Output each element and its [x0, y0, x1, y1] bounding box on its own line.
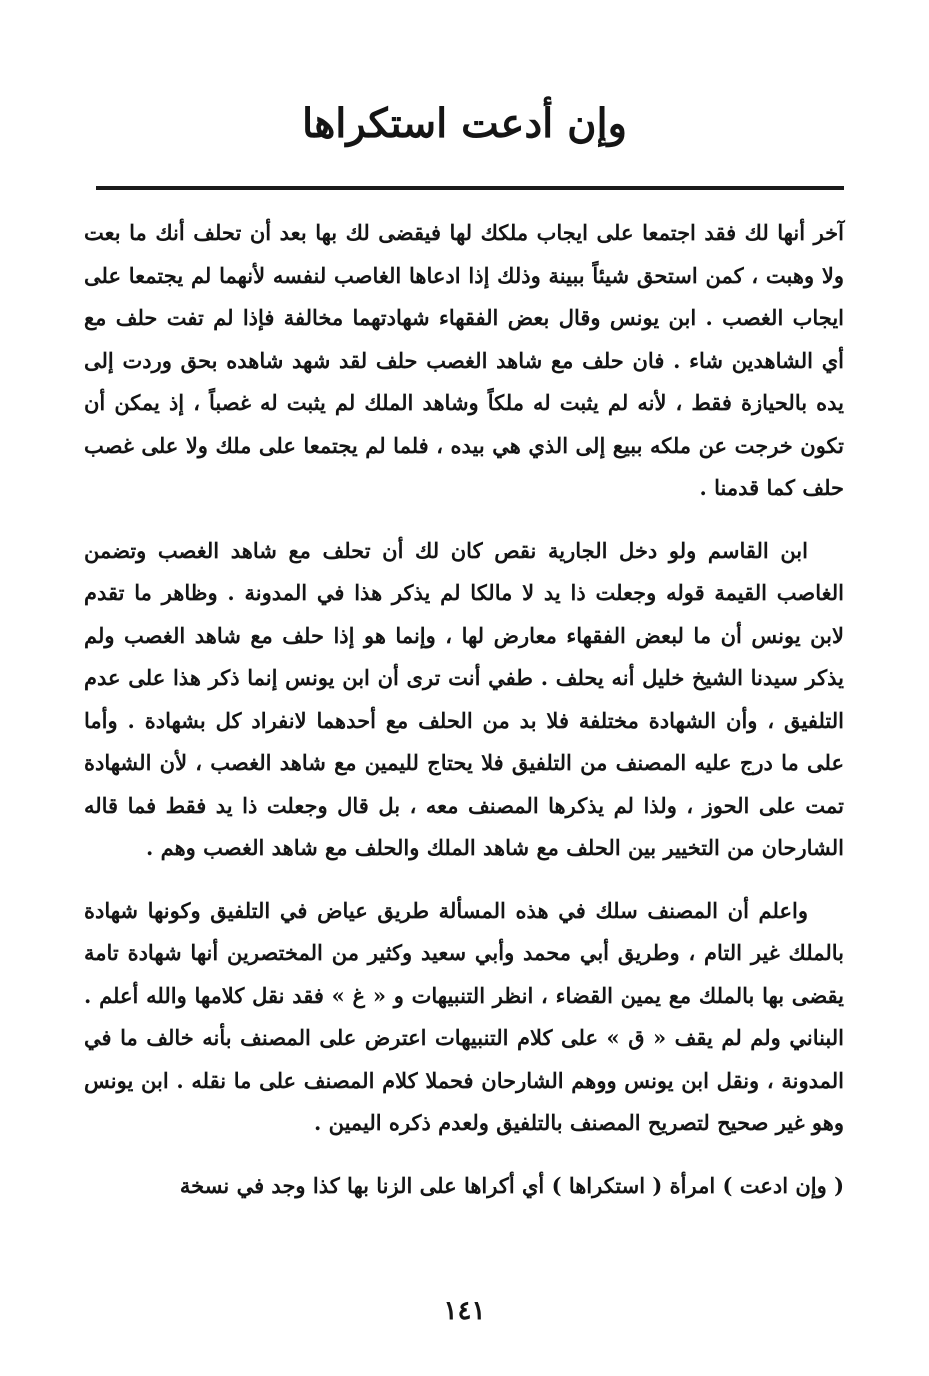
paragraph: ابن القاسم ولو دخل الجارية نقص كان لك أن تحلف مع شاهد الغصب وتضمن الغاصب القيمة قوله وجعلت ذا يد لا مالكا لم يذكر هذا في المدونة . وظاهر ما تقدم لابن يونس أن ما لبعض الفقهاء معارض لها ، وإنما هو إذا حلف مع شاهد الغصب ولم يذكر سيدنا الشيخ خليل أنه يحلف . طفي أنت ترى أن ابن يونس إنما ذكر هذا على عدم التلفيق ، وأن الشهادة مختلفة فلا بد من الحلف مع أحدهما لانفراد كل بشهادة . وأما على ما درج عليه المصنف من التلفيق فلا يحتاج لليمين مع شاهد الغصب ، لأن الشهادة تمت على الحوز ، ولذا لم يذكرها المصنف معه ، بل قال وجعلت ذا يد فقط فما قاله الشارحان من التخيير بين الحلف مع شاهد الملك والحلف مع شاهد الغصب وهم .	[84, 537, 844, 860]
paragraph: ( وإن ادعت ) امرأة ( استكراها ) أي أكراها على الزنا بها كذا وجد في نسخة	[179, 1172, 844, 1198]
paragraph: آخر أنها لك فقد اجتمعا على ايجاب ملكك لها فيقضى لك بها بعد أن تحلف أنك ما بعت ولا وهبت ، كمن استحق شيئاً ببينة وذلك إذا ادعاها الغاصب لنفسه لأنهما لم يجتمعا على ايجاب الغصب . ابن يونس وقال بعض الفقهاء شهادتهما مخالفة فإذا لم تفت حلف مع أي الشاهدين شاء . فان حلف مع شاهد الغصب حلف لقد شهد شاهده بحق وردت إلى يده بالحيازة فقط ، لأنه لم يثبت له ملكاً وشاهد الملك لم يثبت له غصباً ، إذ يمكن أن تكون خرجت عن ملكه ببيع إلى الذي هي بيده ، فلما لم يجتمعا على ملك ولا على غصب حلف كما قدمنا .	[84, 220, 844, 500]
paragraph: واعلم أن المصنف سلك في هذه المسألة طريق عياض في التلفيق وكونها شهادة بالملك غير التام ، وطريق أبي محمد وأبي سعيد وكثير من المختصرين أنها شهادة تامة يقضى بها بالملك مع يمين القضاء ، انظر التنبيهات و « غ » فقد نقل كلامها والله أعلم . البناني ولم لم يقف « ق » على كلام التنبيهات اعترض على المصنف بأنه خالف ما في المدونة ، ونقل ابن يونس ووهم الشارحان فحملا كلام المصنف على ما نقله . ابن يونس وهو غير صحيح لتصريح المصنف بالتلفيق ولعدم ذكره اليمين .	[84, 897, 844, 1135]
body-text	[84, 212, 844, 1207]
page-header-title: وإن أدعت استكراها	[302, 100, 627, 147]
page-number: ١٤١	[443, 1296, 486, 1326]
header-divider	[96, 186, 844, 190]
